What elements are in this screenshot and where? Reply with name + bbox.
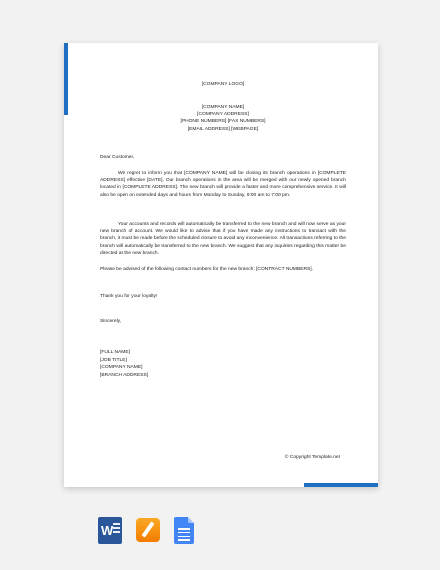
- paragraph-1: We regret to inform you that [COMPANY NAME] will be closing its branch operations in [COMPLETE ADDRESS] effective [DATE]. Our branch operations in the area will be merged with our newly opened branch located in [COMPLETE ADDRESS]. The new branch will provide a faster and more comprehensive service. It will also be open on extended days and hours from Monday to Sunday, 9:00 am to 7:00 pm.: [100, 171, 346, 198]
- closing: Sincerely,: [100, 319, 122, 324]
- document-page: [64, 43, 378, 487]
- company-address: [COMPANY ADDRESS]: [197, 112, 249, 118]
- email-webpage: [EMAIL ADDRESS] [WEBPAGE]: [187, 126, 259, 132]
- word-icon[interactable]: W: [98, 517, 122, 544]
- greeting: Dear Customer,: [100, 155, 135, 160]
- signature-full-name: [FULL NAME]: [100, 350, 130, 355]
- signature-branch-address: [BRANCH ADDRESS]: [100, 372, 149, 378]
- paragraph-2: Your accounts and records will automatically be transferred to the new branch and will now serve as your new branch of account. We would like to advise that if you have made any instructions to transact with the branch, it must be made before the scheduled closure to avoid any inconvenience. All transactions referring to the branch will automatically be transferred to the new branch. We suggest that any inquiries regarding this matter be directed at the new branch.: [100, 222, 346, 256]
- company-logo-placeholder: [COMPANY LOGO]: [201, 82, 245, 87]
- thanks-line: Thank you for your loyalty!: [100, 294, 158, 299]
- signature-company-name: [COMPANY NAME]: [100, 365, 143, 371]
- signature-job-title: [JOB TITLE]: [100, 357, 127, 363]
- paragraph-3: Please be advised of the following contact numbers for the new branch: [CONTRACT NUMBERS].: [100, 267, 314, 272]
- signature-block: [100, 349, 148, 379]
- company-name: [COMPANY NAME]: [201, 105, 245, 110]
- accent-bar-bottom: [304, 483, 378, 487]
- phone-fax: [PHONE NUMBERS] [FAX NUMBERS]: [180, 119, 266, 125]
- app-icons: [98, 517, 194, 544]
- pages-icon[interactable]: [136, 518, 160, 542]
- accent-bar-left: [64, 43, 68, 115]
- company-header: [100, 104, 346, 133]
- copyright: © Copyright Template.net: [284, 455, 340, 460]
- google-docs-icon[interactable]: [174, 517, 194, 544]
